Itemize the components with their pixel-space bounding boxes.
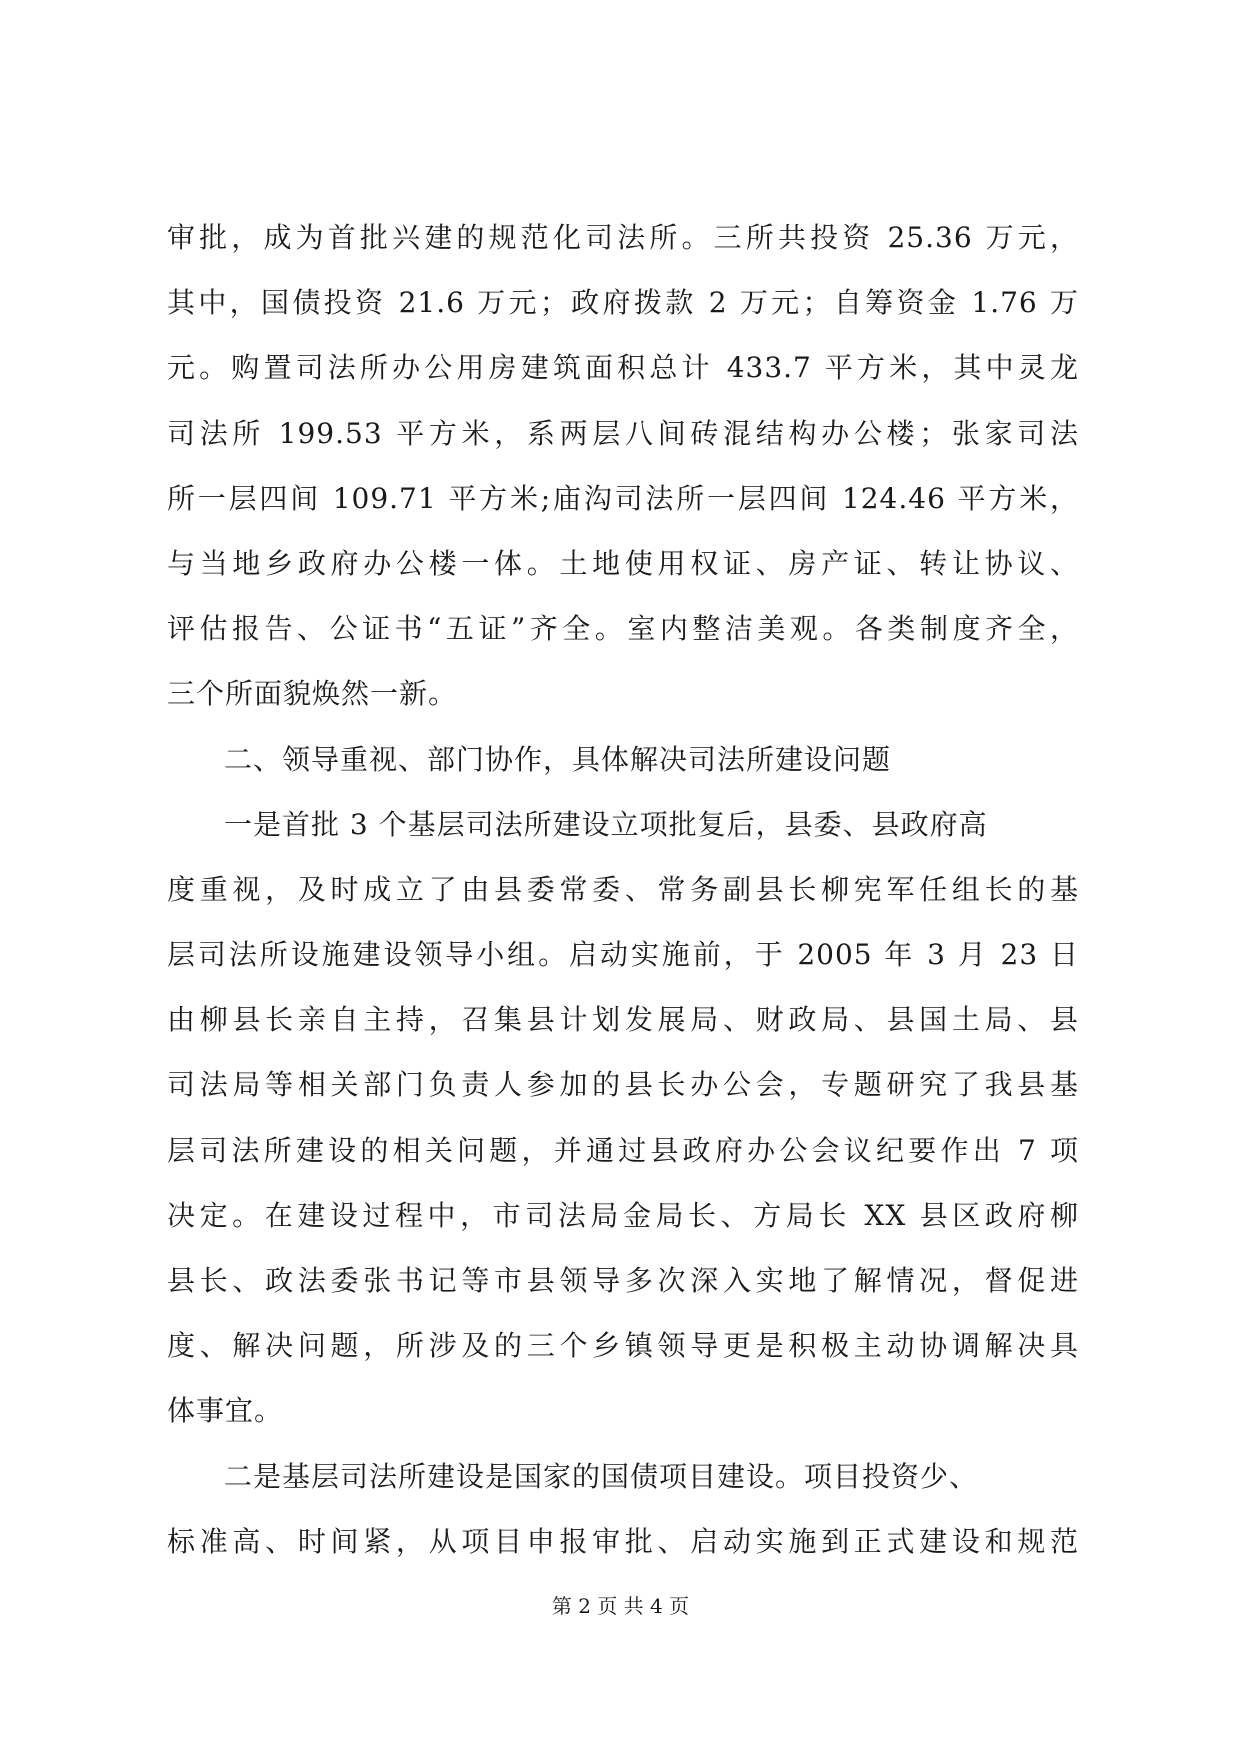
text-line: 二是基层司法所建设是国家的国债项目建设。项目投资少、 (224, 1459, 979, 1493)
text-line: 元。购置司法所办公用房建筑面积总计 433.7 平方米，其中灵龙 (167, 351, 1079, 385)
text-line: 所一层四间 109.71 平方米;庙沟司法所一层四间 124.46 平方米， (167, 481, 1079, 515)
text-line: 层司法所建设的相关问题，并通过县政府办公会议纪要作出 7 项 (167, 1133, 1079, 1167)
text-line: 三个所面貌焕然一新。 (167, 677, 458, 711)
text-line: 县长、政法委张书记等市县领导多次深入实地了解情况，督促进 (167, 1264, 1079, 1297)
text-line: 度、解决问题，所涉及的三个乡镇领导更是积极主动协调解决具 (167, 1329, 1079, 1363)
text-line: 标准高、时间紧，从项目申报审批、启动实施到正式建设和规范 (167, 1524, 1079, 1558)
text-line: 司法所 199.53 平方米，系两层八间砖混结构办公楼；张家司法 (167, 416, 1079, 450)
text-line: 司法局等相关部门负责人参加的县长办公会，专题研究了我县基 (167, 1068, 1079, 1102)
page-number-footer: 第 2 页 共 4 页 (551, 1594, 690, 1618)
body-text (167, 205, 1079, 1574)
text-line: 决定。在建设过程中，市司法局金局长、方局长 XX 县区政府柳 (167, 1198, 1079, 1232)
text-line: 度重视，及时成立了由县委常委、常务副县长柳宪军任组长的基 (167, 872, 1079, 906)
section-heading: 二、领导重视、部门协作，具体解决司法所建设问题 (224, 742, 892, 776)
text-line: 体事宜。 (167, 1394, 284, 1428)
text-line: 评估报告、公证书“五证”齐全。室内整洁美观。各类制度齐全， (167, 612, 1079, 646)
text-line: 审批，成为首批兴建的规范化司法所。三所共投资 25.36 万元， (167, 221, 1079, 254)
text-line: 其中，国债投资 21.6 万元；政府拨款 2 万元；自筹资金 1.76 万 (167, 286, 1079, 320)
text-line: 一是首批 3 个基层司法所建设立项批复后，县委、县政府高 (224, 807, 988, 841)
text-line: 层司法所设施建设领导小组。启动实施前，于 2005 年 3 月 23 日 (167, 938, 1079, 972)
text-line: 由柳县长亲自主持，召集县计划发展局、财政局、县国土局、县 (167, 1003, 1079, 1037)
text-line: 与当地乡政府办公楼一体。土地使用权证、房产证、转让协议、 (167, 546, 1079, 580)
